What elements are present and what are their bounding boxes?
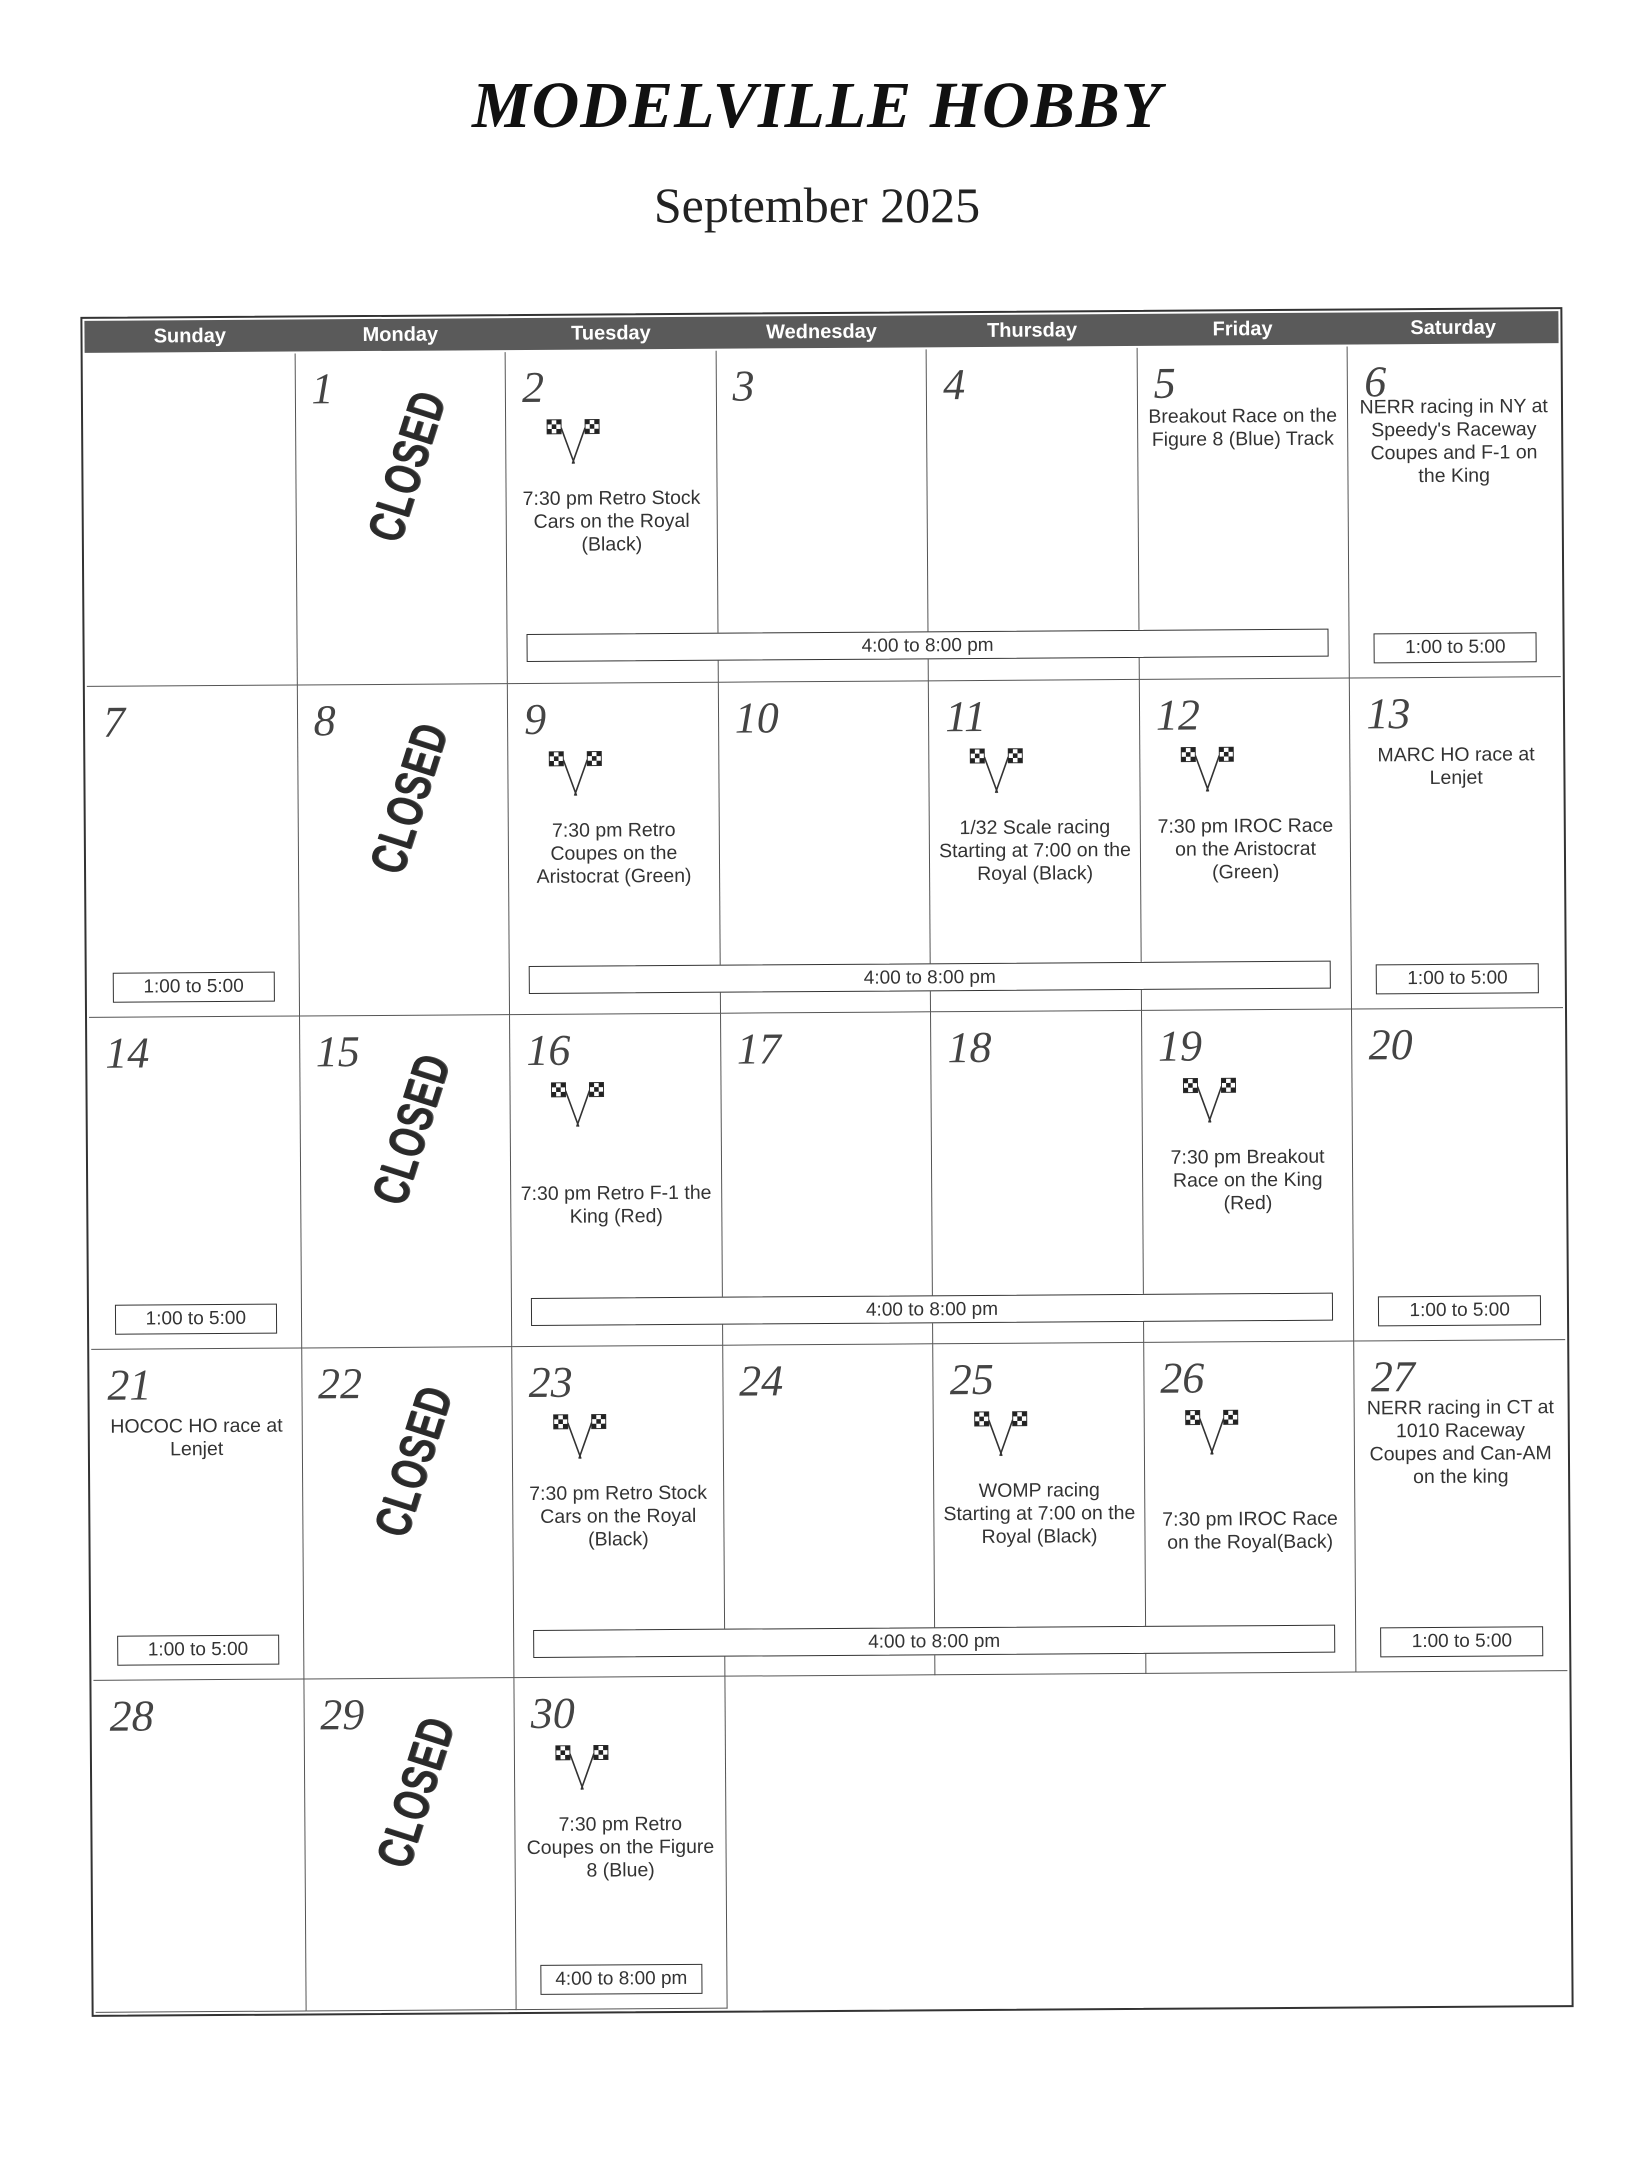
weekday-wednesday: Wednesday [766, 320, 877, 344]
day-cell-empty [85, 354, 298, 687]
day-number: 8 [313, 695, 336, 745]
day-number: 26 [1160, 1353, 1205, 1403]
day-number: 6 [1364, 357, 1387, 407]
day-number: 22 [317, 1358, 363, 1409]
event-text: MARC HO race at Lenjet [1377, 742, 1535, 789]
day-number: 9 [524, 694, 547, 744]
day-cell-20 [1352, 1008, 1565, 1341]
event-text: 7:30 pm Retro F-1 the King (Red) [520, 1181, 712, 1228]
day-cell-28 [93, 1680, 306, 2013]
checkered-flags-icon [544, 417, 602, 465]
hours-box: 1:00 to 5:00 [113, 972, 275, 1003]
day-cell-empty [725, 1676, 938, 2009]
day-cell-8 [297, 684, 510, 1017]
calendar [80, 307, 1573, 2017]
day-number: 5 [1153, 358, 1176, 408]
day-cell-empty [1357, 1671, 1570, 2004]
calendar-grid [85, 345, 1570, 2013]
day-cell-13 [1350, 677, 1563, 1010]
day-number: 7 [102, 697, 126, 747]
weekday-friday: Friday [1212, 318, 1273, 341]
day-number: 19 [1157, 1021, 1203, 1071]
day-cell-14 [89, 1017, 302, 1350]
checkered-flags-icon [546, 749, 604, 797]
month-subtitle: September 2025 [653, 177, 981, 233]
event-text: 7:30 pm IROC Race on the Aristocrat (Green) [1157, 814, 1334, 884]
day-cell-empty [936, 1674, 1149, 2007]
event-text: NERR racing in NY at Speedy's Raceway Coupes and F-1 on the King [1359, 395, 1548, 488]
weekday-thursday: Thursday [986, 319, 1078, 342]
event-text: Breakout Race on the Figure 8 (Blue) Track [1148, 404, 1338, 451]
weekday-saturday: Saturday [1410, 316, 1497, 340]
checkered-flags-icon [551, 1412, 609, 1460]
checkered-flags-icon [1180, 1076, 1238, 1124]
day-number: 3 [732, 361, 755, 411]
day-number: 25 [949, 1354, 994, 1404]
day-number: 20 [1368, 1020, 1413, 1070]
event-text: WOMP racing Starting at 7:00 on the Royal (Black) [943, 1478, 1136, 1548]
event-text: 7:30 pm Retro Stock Cars on the Royal (Black) [522, 486, 701, 556]
hours-box: 1:00 to 5:00 [1381, 1627, 1544, 1658]
day-cell-7 [87, 685, 300, 1018]
day-number: 4 [942, 360, 966, 410]
weekday-hours-bar: 4:00 to 8:00 pm [531, 1293, 1333, 1326]
closed-stamp: CLOSED [356, 384, 457, 549]
weekday-hours-bar: 4:00 to 8:00 pm [533, 1625, 1335, 1658]
day-cell-15 [300, 1015, 513, 1348]
checkered-flags-icon [972, 1409, 1030, 1457]
weekday-hours-bar: 4:00 to 8:00 pm [526, 629, 1328, 662]
day-cell-21 [91, 1348, 304, 1681]
day-cell-29 [304, 1678, 517, 2011]
checkered-flags-icon [1178, 745, 1236, 793]
checkered-flags-icon [553, 1744, 611, 1792]
day-number: 21 [107, 1360, 152, 1410]
day-number: 11 [945, 691, 987, 741]
event-text: 7:30 pm IROC Race on the Royal(Back) [1162, 1507, 1338, 1554]
weekday-tuesday: Tuesday [571, 322, 651, 345]
page-title: MODELVILLE HOBBY [471, 69, 1163, 142]
day-number: 1 [311, 364, 334, 414]
day-number: 12 [1155, 690, 1201, 740]
day-number: 16 [526, 1025, 571, 1076]
event-text: HOCOC HO race at Lenjet [110, 1414, 283, 1461]
hours-box: 1:00 to 5:00 [115, 1303, 277, 1334]
weekday-monday: Monday [362, 323, 439, 347]
day-cell-22 [302, 1347, 515, 1680]
hours-box: 1:00 to 5:00 [1378, 1295, 1541, 1326]
hours-box: 1:00 to 5:00 [117, 1635, 279, 1666]
day-number: 17 [736, 1024, 782, 1074]
day-number: 15 [315, 1027, 360, 1077]
day-number: 24 [738, 1356, 784, 1406]
day-cell-empty [1146, 1673, 1359, 2006]
day-number: 2 [521, 362, 545, 413]
day-number: 28 [109, 1691, 154, 1742]
day-number: 30 [530, 1689, 575, 1739]
day-number: 13 [1366, 688, 1411, 739]
weekday-sunday: Sunday [153, 324, 226, 348]
day-number: 23 [528, 1357, 573, 1407]
checkered-flags-icon [549, 1081, 607, 1129]
event-text: 7:30 pm Retro Coupes on the Figure 8 (Blue) [526, 1813, 715, 1883]
day-cell-6 [1348, 345, 1561, 678]
day-cell-1 [295, 352, 508, 685]
closed-stamp: CLOSED [358, 715, 459, 880]
weekday-hours-bar: 4:00 to 8:00 pm [529, 961, 1331, 994]
day-number: 14 [105, 1028, 150, 1078]
day-number: 27 [1370, 1351, 1416, 1402]
day-number: 10 [734, 692, 779, 743]
closed-stamp: CLOSED [360, 1047, 461, 1212]
event-text: 7:30 pm Breakout Race on the King (Red) [1170, 1145, 1325, 1215]
day-number: 29 [320, 1690, 365, 1740]
hours-box: 1:00 to 5:00 [1376, 963, 1539, 994]
checkered-flags-icon [968, 746, 1026, 794]
closed-stamp: CLOSED [362, 1379, 463, 1544]
event-text: NERR racing in CT at 1010 Raceway Coupes and Can-AM on the king [1366, 1395, 1554, 1488]
event-text: 7:30 pm Retro Stock Cars on the Royal (Black) [529, 1481, 708, 1551]
closed-stamp: CLOSED [364, 1710, 466, 1875]
checkered-flags-icon [1182, 1408, 1240, 1456]
hours-box: 1:00 to 5:00 [1374, 632, 1537, 663]
event-text: 7:30 pm Retro Coupes on the Aristocrat (Green) [536, 818, 692, 888]
day-cell-30 [515, 1677, 728, 2010]
event-text: 1/32 Scale racing Starting at 7:00 on the Royal (Black) [938, 815, 1132, 885]
day-number: 18 [947, 1023, 992, 1073]
hours-box: 4:00 to 8:00 pm [540, 1964, 702, 1995]
day-cell-27 [1355, 1340, 1568, 1673]
